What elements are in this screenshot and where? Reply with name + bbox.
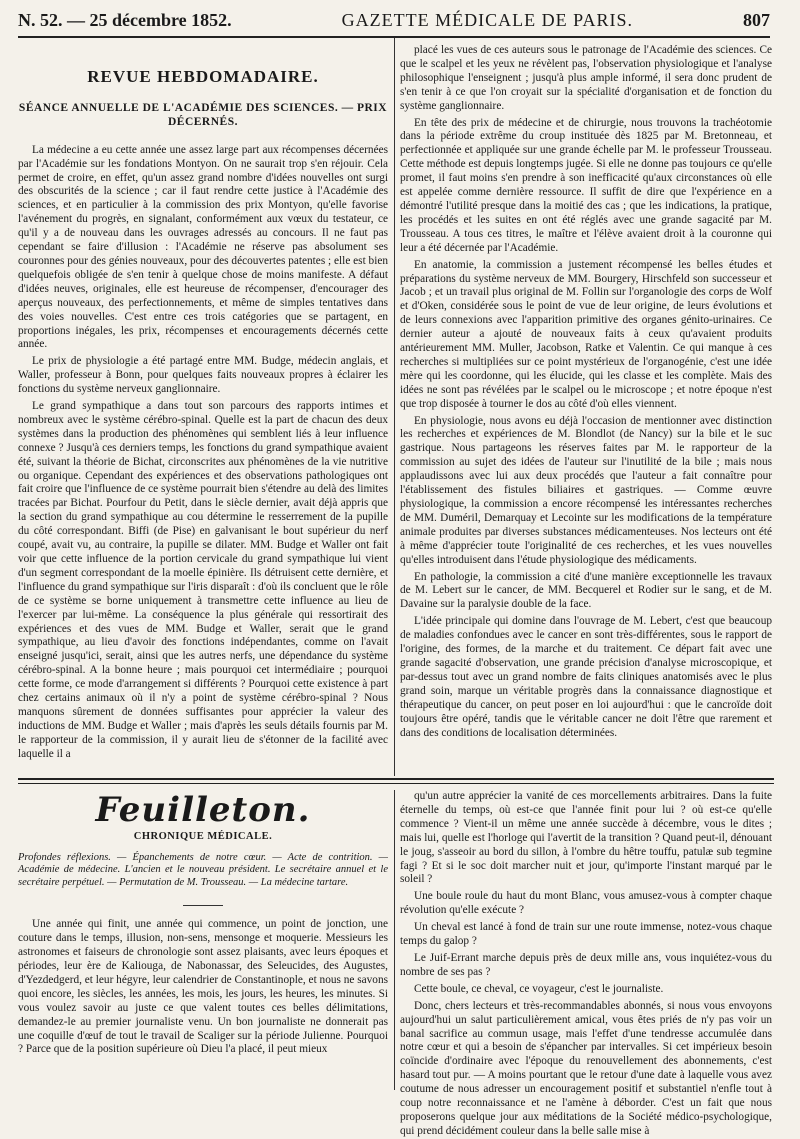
section-divider [18,778,774,780]
feuilleton-left-column [18,790,388,1090]
page-number: 807 [743,10,770,30]
column-divider [394,38,395,776]
paragraph: En anatomie, la commission a justement récompensé les belles études et préparations du système nerveux de MM. Bourgery, Hirschfeld son successeur et Jacob ; et un travail plus original de M. Follin sur l'organologie des corps de Wolf et d'Oken, considérée sous le point de vue de leur origine, de leurs évolutions et de leurs connexions avec l'apparition primitive des organes génito-urinaires. Ce dernier auteur a ajouté de nouveaux faits à ceux qu'avaient produits antérieurement MM. Muller, Jacobson, Ratke et Valentin. Ce qui manque à ces recherches si multipliées sur ce point mystérieux de l'organogénie, c'est une idée mère qui les coordonne, qui les élucide, qui les classe et les complète. Mais des idées ne sont pas révélées par le scalpel ou le microscope ; et notre époque n'est que trop disposée à tourner le dos au côté d'où elles viennent. [400,258,772,410]
section-subheading: SÉANCE ANNUELLE DE L'ACADÉMIE DES SCIENCES. — PRIX DÉCERNÉS. [18,101,388,128]
paragraph: placé les vues de ces auteurs sous le patronage de l'Académie des sciences. Ce que le scalpel et les yeux ne révèlent pas, l'observation physiologique et l'analyse philosophique l'enseignent ; jusqu'à plus ample informé, il sera donc prudent de s'en tenir à ce que l'on croyait sur la spécialité d'organisation et de fonction du système ganglionnaire. [400,44,772,112]
right-column [400,44,772,776]
journal-title: GAZETTE MÉDICALE DE PARIS. [341,10,633,30]
feuilleton-right-column [400,790,772,1137]
feuilleton-title: Feuilleton. [95,790,311,830]
paragraph: En pathologie, la commission a cité d'une manière exceptionnelle les travaux de M. Lebert sur le cancer, de MM. Becquerel et Rodier sur le sang, et de M. Davaine sur la paralysie double de la face. [400,570,772,611]
paragraph: En tête des prix de médecine et de chirurgie, nous trouvons la trachéotomie dans la période extrême du croup instituée dès 1825 par M. Bretonneau, et perfectionnée et appliquée sur une grande échelle par M. le professeur Trousseau. Cette méthode est depuis longtemps jugée. Si elle ne donne pas toujours ce qu'elle promet, il faut moins s'en prendre à son inefficacité qu'aux circonstances où elle est appelée comme dernière ressource. Il suffit de dire que l'expérience en a démontré l'utilité presque dans la moitié des cas ; que les indications, la pratique, les procédés et les suites en ont été réglés avec une grande sagacité par M. Trousseau. A tous ces titres, le maître et l'élève avaient droit à la couronne qui leur a été décernée par l'Académie. [400,116,772,254]
paragraph: Le prix de physiologie a été partagé entre MM. Budge, médecin anglais, et Waller, professeur à Bonn, pour quelques faits nouveaux propres à éclairer les fonctions du système nerveux ganglionnaire. [18,355,388,396]
paragraph: Une année qui finit, une année qui commence, un point de jonction, une couture dans le temps, illusion, non-sens, mensonge et moquerie. Messieurs les astronomes et faiseurs de chronologie sont assez plaisants, avec leurs époques et périodes, leur ère de Kaliouga, de Nabonassar, des Seleucides, des Augustes, d'Yezdedgerd, et leur hégyre, leur calendrier de Constantinople, et nous ne savons quoi encore, les siècles, les années, les mois, les jours, les heures, les minutes. Si vous voulez savoir au juste ce que valent toutes ces belles délimitations, demandez-le au premier journaliste venu. Un bon journaliste ne donnerait pas une coquille d'œuf de tout le travail de Scaliger sur la période Julienne. Pourquoi ? Parce que de la position supérieure où Dieu l'a placé, il peut mieux [18,918,388,1056]
chronique-heading: CHRONIQUE MÉDICALE. [133,830,273,842]
page-header [18,10,770,38]
small-divider [183,905,223,906]
paragraph: Donc, chers lecteurs et très-recommandables abonnés, si nous vous envoyons aujourd'hui un salut particulièrement amical, vous êtes priés de n'y pas voir un banal sacrifice au commun usage, mais l'effet d'une tendresse accumulée dans notre cœur et qui a besoin de s'épancher par intervalles. Si cet impérieux besoin coïncide d'ordinaire avec l'époque du renouvellement des abonnements, c'est hasard tout pur. — A moins pourtant que le retour d'une date à laquelle vous avez coutume de nous adresser un encouragement positif et substantiel n'enfle tout à coup notre reconnaissance et ne l'amène à déborder. C'est un fait que nous proposerons quelque jour aux méditations de la Société médico-psychologique, qui prend décidément couleur dans la belle salle mise à [400,999,772,1137]
paragraph: Un cheval est lancé à fond de train sur une route immense, notez-vous chaque temps du galop ? [400,921,772,948]
paragraph: qu'un autre apprécier la vanité de ces morcellements arbitraires. Dans la fuite éternelle du temps, où est-ce que l'année finit pour lui ? où est-ce qu'elle commence ? Vient-il un même une année succède à décembre, vous le dites ; mais lui, quelle est l'horloge qui l'avertit de la transition ? Quand peut-il, dénouant le joug, s'asseoir au bord du sillon, à l'ombre du hêtre touffu, patulæ sub tegmine fagi ? Et si le soc doit marcher nuit et jour, qu'importe l'instant marqué par le soleil ? [400,790,772,886]
section-divider [18,783,774,784]
paragraph: Cette boule, ce cheval, ce voyageur, c'est le journaliste. [414,982,664,995]
chronique-summary: Profondes réflexions. — Épanchements de notre cœur. — Acte de contrition. — Académie de médecine. L'ancien et le nouveau président. Le secrétaire annuel et le secrétaire perpétuel. — Permutation de M. Trousseau. — La médecine tartare. [18,851,388,888]
paragraph: L'idée principale qui domine dans l'ouvrage de M. Lebert, c'est que beaucoup de maladies confondues avec le cancer en sont très-différentes, sous le rapport de l'origine, des formes, de la marche et du traitement. Ce départ fait avec une grande sagacité d'observation, une grande précision d'analyse microscopique, et par-dessus tout avec un grand nombre de faits cliniques anatomisés avec le plus grand soin, marque un véritable progrès dans la connaissance diagnostique et thérapeutique du cancer, on peut poser en loi aujourd'hui : que le cancroïde doit toujours être opéré, tandis que le véritable cancer ne doit l'être que rarement et dans des conditions de localisation déterminées. [400,615,772,739]
paragraph: En physiologie, nous avons eu déjà l'occasion de mentionner avec distinction les recherches et expériences de M. Blondlot (de Nancy) sur la bile et le suc gastrique. Nous partageons les réserves faites par M. le rapporteur de la commission au sujet des idées de l'auteur sur l'inutilité de la bile ; mais nous applaudissons avec lui aux deux procédés que l'auteur a fait connaître pour l'établissement des fistules biliaires et gastriques. — Comme œuvre physiologique, la commission a encore récompensé les intéressantes recherches de MM. Duméril, Demarquay et Lecointe sur les modifications de la température animale produites par diverses substances médicamenteuses. Nos lecteurs ont été à même d'apprécier toute l'originalité de ces recherches, et les vues nouvelles qu'elles introduisent dans l'étude physiologique des médicaments. [400,414,772,566]
issue-date: N. 52. — 25 décembre 1852. [18,10,232,30]
paragraph: Le Juif-Errant marche depuis près de deux mille ans, vous inquiétez-vous du nombre de ses pas ? [400,951,772,978]
paragraph: Le grand sympathique a dans tout son parcours des rapports intimes et nombreux avec le système cérébro-spinal. Quelle est la part de chacun des deux systèmes dans la production des phénomènes qui semblent liés à leur influence connexe ? Jusqu'à ces derniers temps, les fonctions du grand sympathique avaient été, suivant la théorie de Bichat, circonscrites aux phénomènes de la vie nutritive ou organique. Cependant des expériences et des observations pathologiques ont fait croire que l'influence de ce système pourrait bien s'étendre au delà des limites tracées par Bichat. Pourfour du Petit, dans le siècle dernier, avait déjà appris que la section du grand sympathique au cou détermine le resserrement de la pupille du côté correspondant. Biffi (de Pise) en galvanisant le bout supérieur du nerf coupé, avait vu, au contraire, la pupille se dilater. MM. Budge et Waller ont fait voir que cette influence de la portion cervicale du grand sympathique lui vient d'un segment correspondant de la moelle épinière. Ils détruisent cette dernière, et l'influence du grand sympathique sur l'iris disparaît : d'où ils concluent que le rôle de ce système se borne uniquement à transmettre cette influence au lieu de l'exercer par lui-même. La conséquence la plus générale qui ressortirait des expériences et des vues de MM. Budge et Waller, serait que le grand sympathique, au lieu d'avoir des fonctions indépendantes, comme on l'avait enseigné jusqu'ici, serait, ainsi que les autres nerfs, une dépendance du système cérébro-spinal. A la bonne heure ; mais pourquoi cet intermédiaire ; pourquoi cette forme, ce mode d'arrangement si différents ? Pourquoi cette existence à part chez certains animaux où il n'y a point de système cérébro-spinal ? Nous manquons sûrement de données suffisantes pour apprécier la valeur des inductions de MM. Budge et Waller ; mais d'après les seuls détails fournis par M. le rapporteur de la commission, il y aurait lieu de s'étonner de la facilité avec laquelle il a [18,400,388,760]
feuilleton-column-divider [394,790,395,1090]
section-heading: REVUE HEBDOMADAIRE. [87,67,319,86]
paragraph: Une boule roule du haut du mont Blanc, vous amusez-vous à compter chaque révolution qu'elle exécute ? [400,890,772,917]
paragraph: La médecine a eu cette année une assez large part aux récompenses décernées par l'Académie sur les fondations Montyon. On ne saurait trop s'en réjouir. Cela permet de croire, en effet, qu'un assez grand nombre d'idées nouvelles ont surgi des obscurités de la science ; car il faut rendre cette justice à l'Académie des sciences, et en particulier à la commission des prix Montyon, qu'elle favorise l'avénement du progrès, en signalant, conformément aux vœux du testateur, ce qu'il y a de nouveau dans les ouvrages adressés au concours. Il ne faut pas cependant se faire d'illusion : l'Académie ne réserve pas absolument ses couronnes pour des génies nouveaux, pour des découvertes patentes ; elle est bien quelquefois obligée de s'en tenir à quelque chose de moins manifeste. A défaut d'idées neuves, originales, elle est heureuse de récompenser, d'encourager des aperçus nouveaux, des perfectionnements, et même de simples tentatives dans des voies nouvelles. C'est entre ces trois catégories que se partagent, en proportions inégales, les prix, récompenses et encouragements décernés cette année. [18,143,388,351]
left-column [18,44,388,776]
